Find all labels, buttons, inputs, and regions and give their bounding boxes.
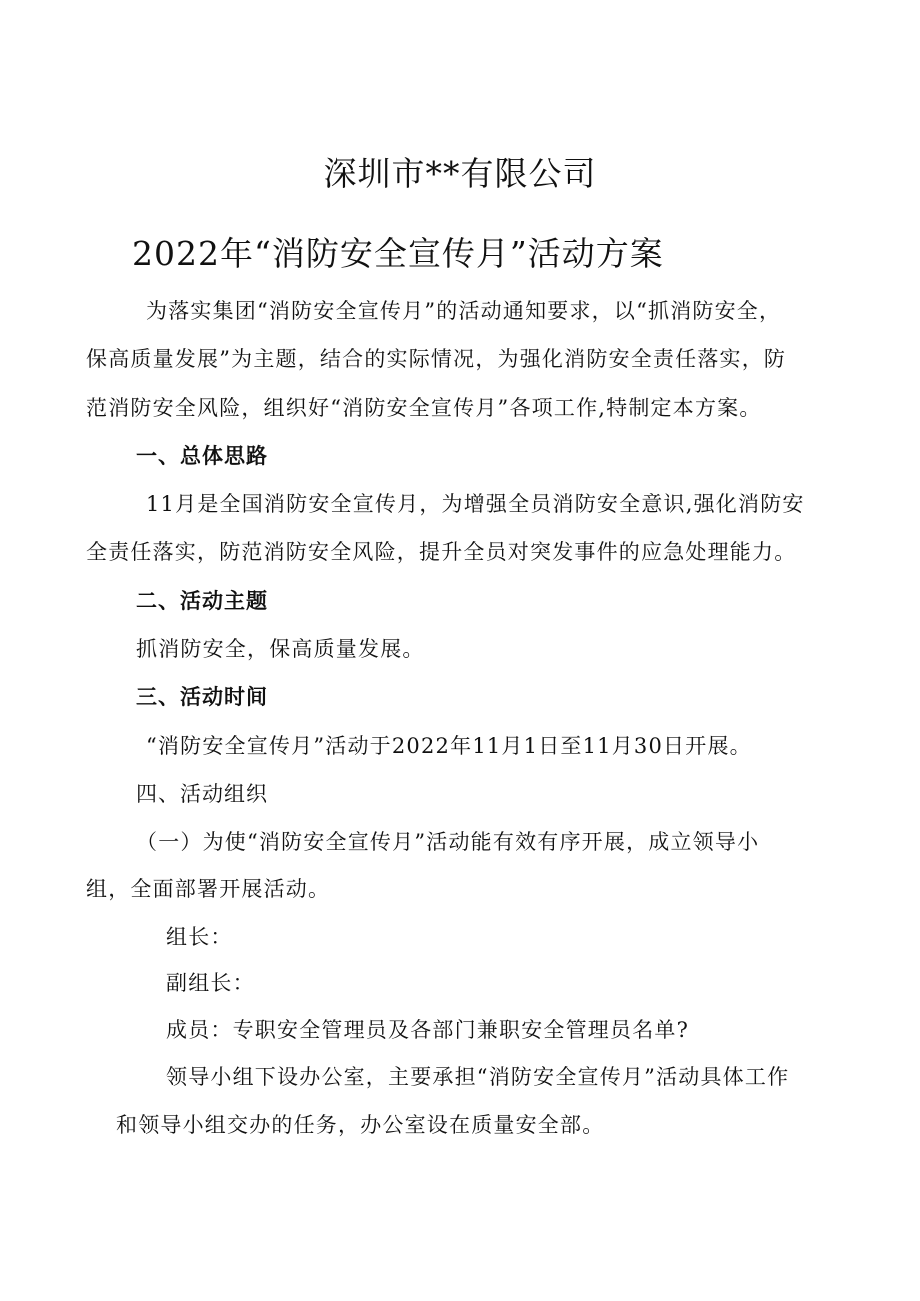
section-heading-4: 四、活动组织 — [136, 782, 268, 806]
intro-line-1: 为落实集团“消防安全宣传月”的活动通知要求，以“抓消防安全， — [146, 299, 782, 323]
plan-title: 2022年“消防安全宣传月”活动方案 — [132, 234, 664, 273]
section-4-line-1: （一）为使“消防安全宣传月”活动能有效有序开展，成立领导小 — [136, 830, 760, 854]
section-heading-2: 二、活动主题 — [136, 589, 268, 613]
section-heading-1: 一、总体思路 — [136, 444, 268, 468]
section-4-line-2: 组，全面部署开展活动。 — [86, 877, 331, 901]
section-1-line-2: 全责任落实，防范消防安全风险，提升全员对突发事件的应急处理能力。 — [86, 540, 797, 564]
company-title: 深圳市**有限公司 — [323, 154, 597, 193]
section-1-line-1: 11月是全国消防安全宣传月，为增强全员消防安全意识,强化消防安 — [146, 492, 805, 516]
members-line: 成员：专职安全管理员及各部门兼职安全管理员名单? — [166, 1018, 690, 1042]
deputy-leader-label: 副组长： — [166, 971, 255, 995]
intro-line-2: 保高质量发展”为主题，结合的实际情况，为强化消防安全责任落实，防 — [86, 347, 787, 371]
section-2-line-1: 抓消防安全，保高质量发展。 — [136, 637, 425, 661]
section-3-line-1: “消防安全宣传月”活动于2022年11月1日至11月30日开展。 — [146, 734, 752, 758]
section-4-office-line-2: 和领导小组交办的任务，办公室设在质量安全部。 — [116, 1113, 605, 1137]
intro-line-3: 范消防安全风险，组织好“消防安全宣传月”各项工作,特制定本方案。 — [86, 396, 762, 420]
section-4-office-line-1: 领导小组下设办公室，主要承担“消防安全宣传月”活动具体工作 — [166, 1065, 790, 1089]
section-heading-3: 三、活动时间 — [136, 685, 268, 709]
leader-label: 组长： — [166, 925, 233, 949]
